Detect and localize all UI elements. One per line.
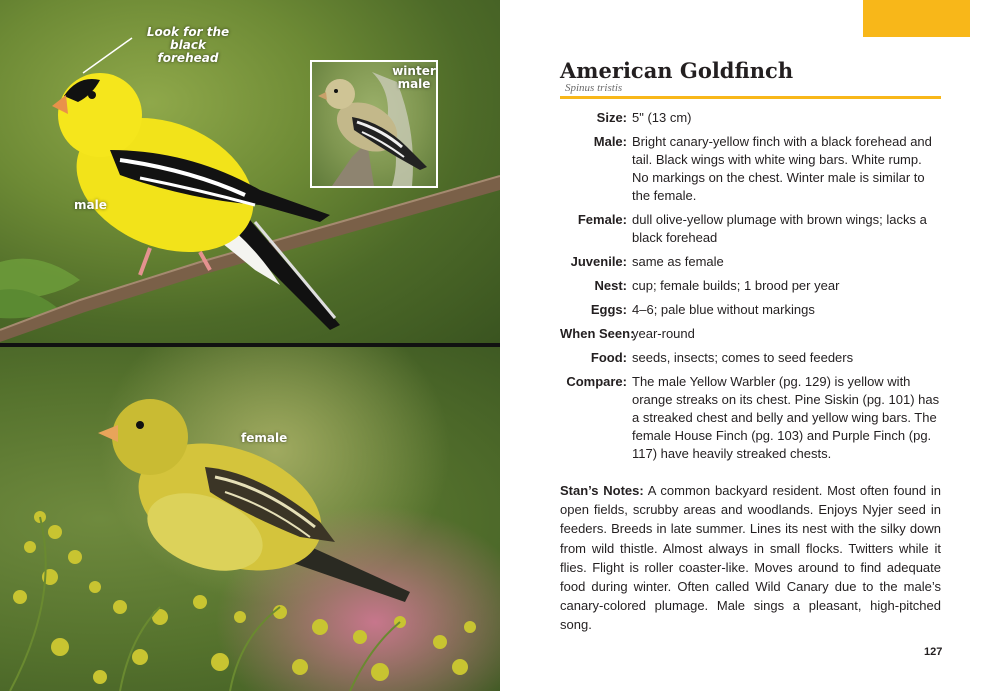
female-goldfinch-photo xyxy=(0,347,500,691)
fact-value: Bright canary-yellow finch with a black forehead and tail. Black wings with white wing bars. White rump. No markings on the chest. Winter male is similar to the female. xyxy=(632,134,932,203)
fact-label: Male: xyxy=(593,134,627,149)
fact-label: Female: xyxy=(577,212,627,227)
scientific-name: Spinus tristis xyxy=(565,82,623,94)
fact-label: Nest: xyxy=(594,278,627,293)
winter-male-inset-photo xyxy=(310,60,438,188)
fact-label: Eggs: xyxy=(590,302,627,317)
fact-value: 4–6; pale blue without markings xyxy=(632,302,815,317)
fact-row-nest xyxy=(560,277,941,295)
fact-value: cup; female builds; 1 brood per year xyxy=(632,278,840,293)
fact-label: Food: xyxy=(590,350,627,365)
fact-label: Size: xyxy=(596,110,627,125)
forehead-callout: Look for the black forehead xyxy=(146,25,230,65)
fact-row-food xyxy=(560,349,941,367)
fact-row-compare xyxy=(560,373,941,463)
fact-label: When Seen: xyxy=(560,326,635,341)
fact-label: Compare: xyxy=(566,374,627,389)
fact-value: year-round xyxy=(632,326,695,341)
male-goldfinch-photo xyxy=(0,0,500,343)
fact-value: 5" (13 cm) xyxy=(632,110,692,125)
fact-row-size xyxy=(560,109,941,127)
male-label: male xyxy=(74,198,107,212)
female-goldfinch-illustration xyxy=(0,347,500,691)
fact-value: same as female xyxy=(632,254,724,269)
title-rule xyxy=(560,96,941,99)
notes-label: Stan’s Notes: xyxy=(560,483,644,498)
fact-value: The male Yellow Warbler (pg. 129) is yellow with orange streaks on its chest. Pine Siskin (pg. 101) has a streaked chest and belly and yellow wing bars. The female House Finch (pg. 103) and Purple Finch (pg. 117) have heavily streaked chests. xyxy=(632,374,940,461)
fact-row-when-seen xyxy=(560,325,941,343)
female-label: female xyxy=(241,431,288,445)
stans-notes xyxy=(560,481,941,635)
fact-row-eggs xyxy=(560,301,941,319)
notes-text: A common backyard resident. Most often found in open fields, scrubby areas and woodlands. Enjoys Nyjer seed in feeders. Breeds in late summer. Lines its nest with the silky down from wild thistle. Almost always in small flocks. Twitters while it flies. Flight is roller coaster-like. Moves around to find adequate food during winter. Often called Wild Canary due to the male’s canary-colored plumage. Male sings a pleasant, high-pitched song. xyxy=(560,483,941,633)
page-number: 127 xyxy=(924,646,943,658)
species-facts xyxy=(560,109,941,469)
fact-row-female xyxy=(560,211,941,247)
section-color-tab xyxy=(863,0,970,37)
fact-value: seeds, insects; comes to seed feeders xyxy=(632,350,854,365)
fact-row-male xyxy=(560,133,941,205)
winter-male-label: winter male xyxy=(392,64,436,91)
species-title: American Goldfinch xyxy=(560,58,794,83)
fact-value: dull olive-yellow plumage with brown wings; lacks a black forehead xyxy=(632,212,927,245)
text-page xyxy=(501,0,1000,691)
fact-row-juvenile xyxy=(560,253,941,271)
fact-label: Juvenile: xyxy=(570,254,627,269)
